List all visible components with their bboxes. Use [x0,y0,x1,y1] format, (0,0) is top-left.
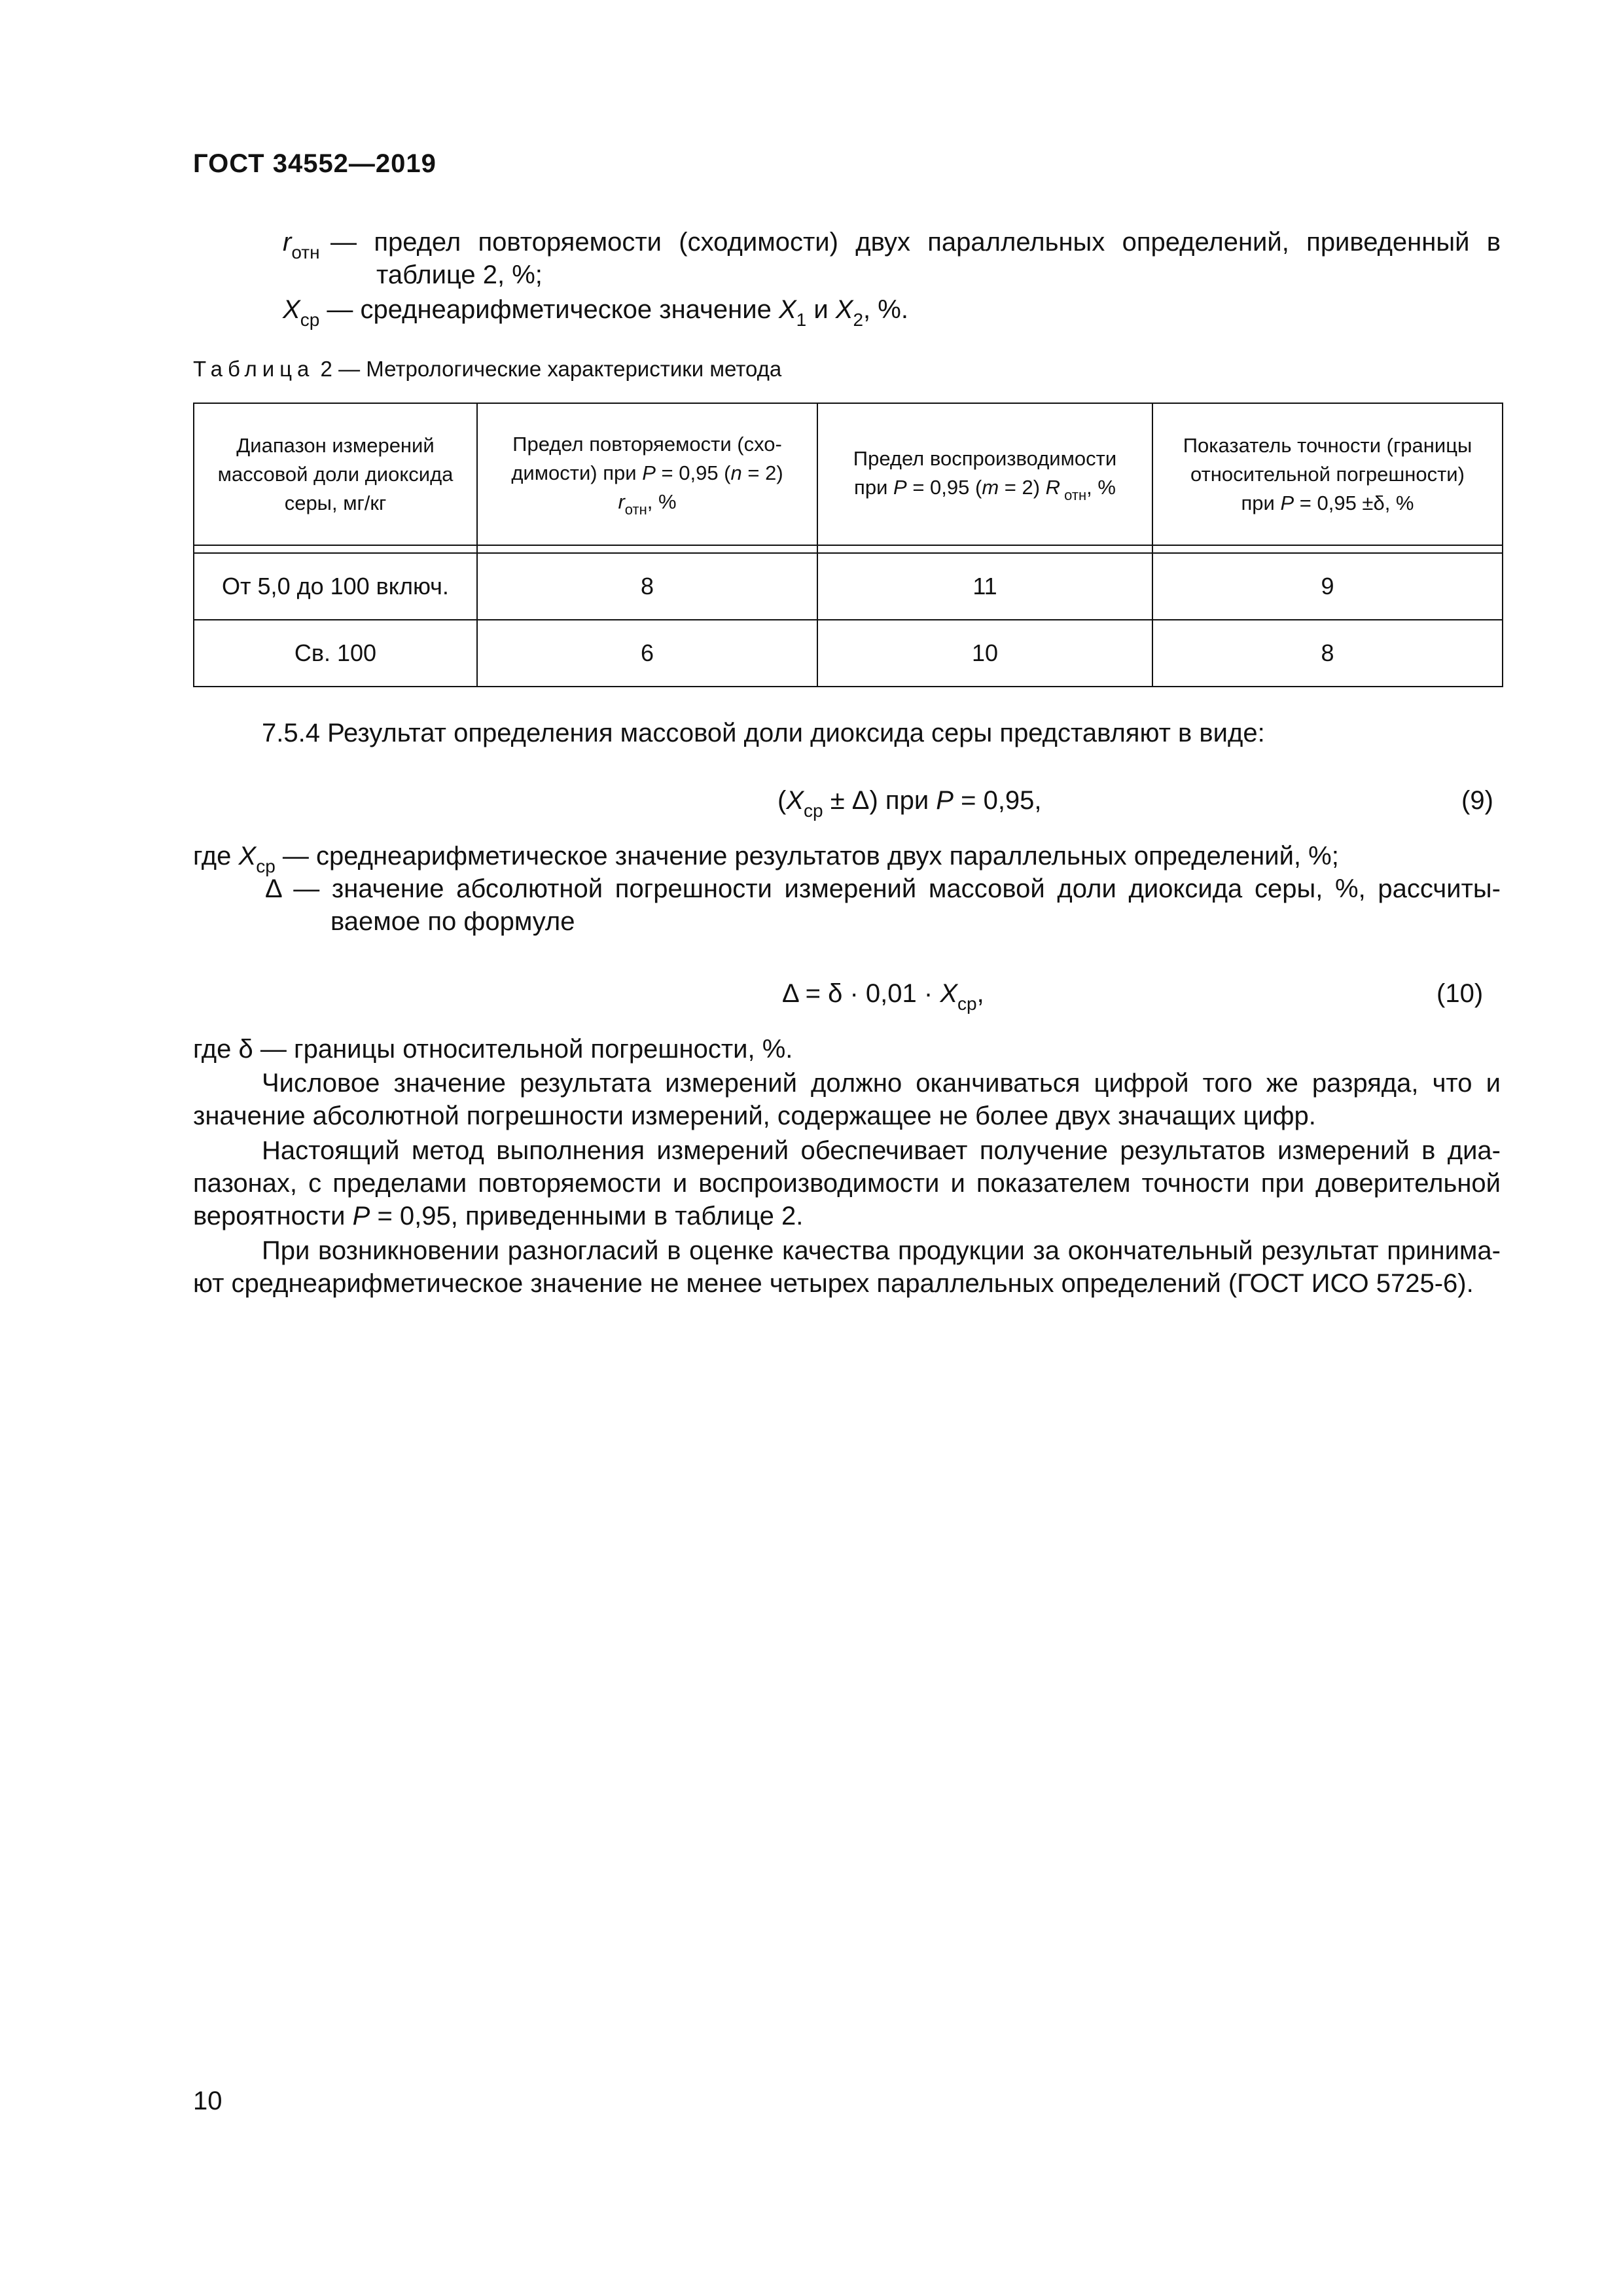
where-delta-small: где δ — границы относительной погрешности, %. [193,1035,793,1064]
symbol-p: P [352,1202,370,1230]
dash: — [330,228,374,257]
formula-9-mid: ± Δ) при [823,786,936,815]
header-range: Диапазон измерений массовой доли диоксида серы, мг/кг [194,403,477,545]
header-reproducibility-a: при [854,476,894,499]
paragraph-1-line2: значение абсолютной погрешности измерений, содержащее не более двух значащих цифр. [193,1102,1316,1130]
formula-10 [782,977,984,1013]
header-repeatability-line1: Предел повторяемости (схо- [512,433,782,456]
header-reproducibility-line1: Предел воспроизводимости [853,447,1117,470]
table-header-separator [194,545,1503,553]
symbol-x: X [283,295,300,324]
header-accuracy-b: = 0,95 ±δ, % [1294,491,1414,514]
header-reproducibility-b: = 0,95 ( [906,476,982,499]
cell-reproducibility: 10 [817,620,1152,687]
symbol-x-subscript: ср [957,994,977,1014]
paragraph-7-5-4: 7.5.4 Результат определения массовой доли диоксида серы представляют в виде: [262,719,1265,747]
symbol-x-subscript: ср [256,856,276,876]
header-accuracy-line1: Показатель точности (границы [1183,433,1472,457]
unit-percent: , % [1086,476,1116,499]
header-repeatability-line2a: димости) при [511,461,643,484]
symbol-x1: X [778,295,796,324]
symbol-x: X [238,842,257,870]
symbol-x: X [940,979,957,1008]
cell-reproducibility: 11 [817,553,1152,620]
symbol-r-subscript: отн [291,242,320,262]
table-row [194,553,1503,620]
cell-range: Св. 100 [194,620,477,687]
header-repeatability [477,403,817,545]
cell-repeatability: 6 [477,620,817,687]
symbol-r-subscript: отн [624,501,647,518]
symbol-x: X [786,786,804,815]
cell-accuracy: 8 [1152,620,1503,687]
paragraph-2-line3b: = 0,95, приведенными в таблице 2. [370,1202,804,1230]
cell-range: От 5,0 до 100 включ. [194,553,477,620]
paragraph-3-line2: ют среднеарифметическое значение не менее четырех параллельных определений (ГОСТ ИСО 5725-6). [193,1269,1474,1298]
symbol-R-subscript: отн [1060,487,1087,503]
paragraph-2-line3a: вероятности [193,1202,353,1230]
header-accuracy [1152,403,1503,545]
symbol-x-subscript: ср [300,310,320,330]
conjunction: и [806,295,836,324]
symbol-x2-subscript: 2 [853,310,864,330]
definition-r-text: предел повторяемости (сходимости) двух параллельных определений, приведенный в [374,228,1501,257]
unit-percent: , % [647,490,677,513]
symbol-p: P [893,476,907,499]
table-caption-title: 2 — Метрологические характеристики метода [314,357,782,381]
formula-9-end: = 0,95, [953,786,1042,815]
paragraph-2-line1: Настоящий метод выполнения измерений обеспечивает получение результатов измерений в диа- [262,1136,1501,1165]
paragraph-1-line1: Числовое значение результата измерений должно оканчиваться цифрой того же разряда, что и [262,1069,1501,1098]
table-row [194,620,1503,687]
formula-10-number: (10) [1436,979,1484,1008]
where-x [193,840,1339,875]
paragraph-3-line1: При возникновении разногласий в оценке качества продукции за окончательный результат принима- [262,1236,1501,1265]
symbol-x-subscript: ср [804,800,823,821]
table-caption-word: Таблица [193,357,315,381]
header-accuracy-a: при [1241,491,1281,514]
document-code: ГОСТ 34552—2019 [193,149,437,178]
symbol-p: P [936,786,954,815]
table-header-row [194,403,1503,545]
header-accuracy-line2: относительной погрешности) [1190,462,1465,486]
definition-x [283,293,908,329]
symbol-p: P [1280,491,1294,514]
metrological-table [193,403,1503,687]
header-repeatability-line2c: = 2) [741,461,783,484]
definition-x-text: — среднеарифметическое значение [319,295,779,324]
symbol-x1-subscript: 1 [796,310,807,330]
where-x-text: — среднеарифметическое значение результатов двух параллельных определений, %; [275,842,1339,870]
symbol-n: n [730,461,742,484]
header-reproducibility [817,403,1152,545]
symbol-p: P [642,461,656,484]
header-repeatability-line2b: = 0,95 ( [655,461,731,484]
paragraph-2-line3 [193,1200,803,1232]
paragraph-2-line2: пазонах, с пределами повторяемости и воспроизводимости и показателем точности при доверительной [193,1169,1501,1198]
symbol-r: r [618,490,625,513]
cell-accuracy: 9 [1152,553,1503,620]
definition-r-line2: таблице 2, %; [376,260,543,289]
where-delta-line2: ваемое по формуле [330,907,575,936]
header-reproducibility-c: = 2) [999,476,1046,499]
formula-9-number: (9) [1461,786,1493,815]
definition-x-end: , %. [863,295,908,324]
where-delta-line1: Δ — значение абсолютной погрешности измерений массовой доли диоксида серы, %, рассчиты- [265,874,1501,903]
formula-9-open: ( [777,786,787,815]
symbol-r [283,226,320,261]
symbol-r-main: r [283,228,292,257]
symbol-m: m [982,476,999,499]
formula-10-body: Δ = δ · 0,01 · [782,979,940,1008]
where-lead: где [193,842,239,870]
definition-r-line1 [330,226,1501,259]
page-number: 10 [193,2087,223,2115]
formula-9 [777,784,1042,819]
formula-10-end: , [976,979,984,1008]
symbol-x2: X [835,295,853,324]
table-caption [193,357,781,382]
symbol-R: R [1045,476,1061,499]
cell-repeatability: 8 [477,553,817,620]
